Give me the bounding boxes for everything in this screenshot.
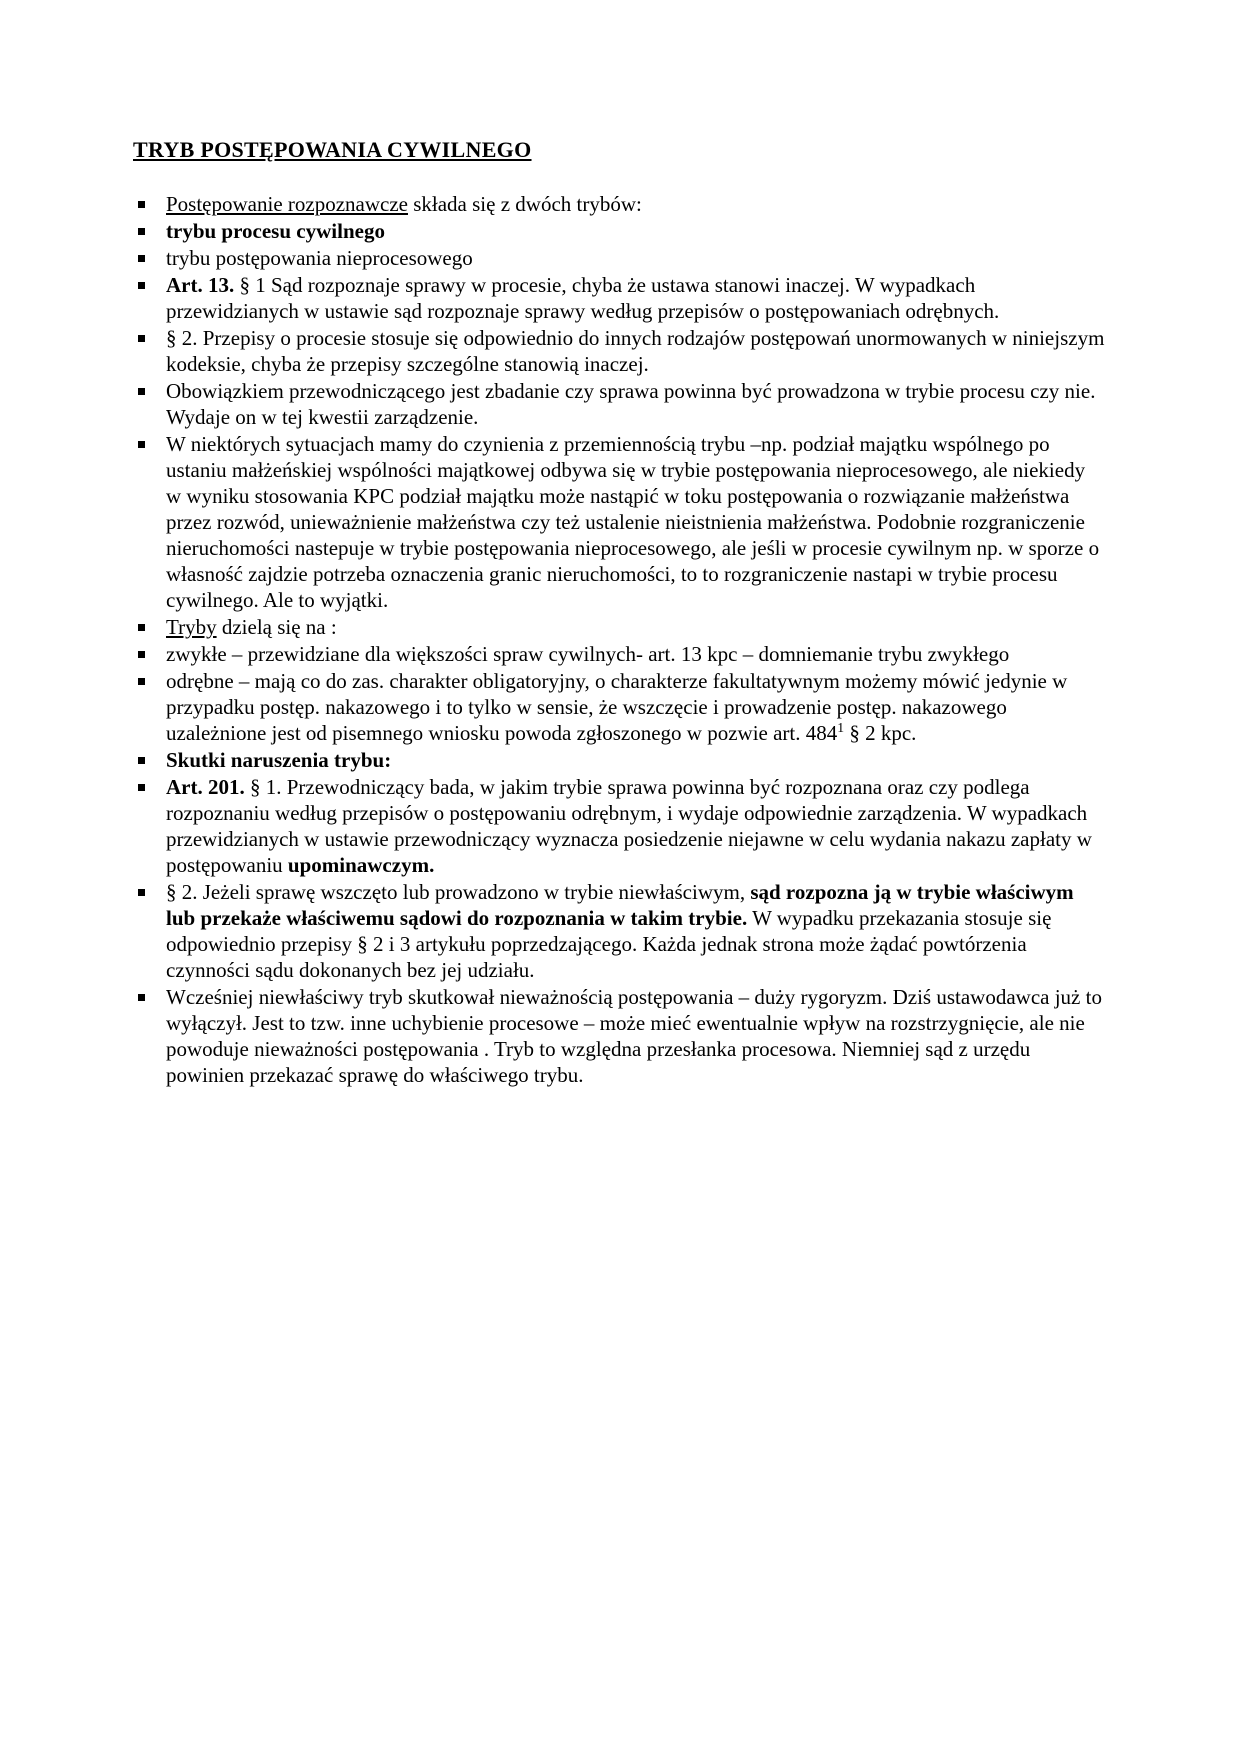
text-segment: trybu postępowania nieprocesowego xyxy=(166,246,473,270)
text-segment: Tryby xyxy=(166,615,217,639)
text-segment: Wcześniej niewłaściwy tryb skutkował nieważnością postępowania – duży rygoryzm. Dziś ustawodawca już to wyłączył. Jest to tzw. inne uchybienie procesowe – może mieć ewentualnie wpływ na rozstrzygnięcie, ale nie powoduje nieważności postępowania . Tryb to względna przesłanka procesowa. Niemniej sąd z urzędu powinien przekazać sprawę do właściwego trybu. xyxy=(166,985,1102,1087)
list-item xyxy=(133,378,1105,430)
text-segment: składa się z dwóch trybów: xyxy=(407,192,642,216)
text-segment: Obowiązkiem przewodniczącego jest zbadanie czy sprawa powinna być prowadzona w trybie procesu czy nie. Wydaje on w tej kwestii zarządzenie. xyxy=(166,379,1096,429)
list-item xyxy=(133,879,1105,983)
text-segment: Art. 201. xyxy=(166,775,245,799)
text-segment: § 2 kpc. xyxy=(844,721,917,745)
text-segment: W niektórych sytuacjach mamy do czynienia z przemiennością trybu –np. podział majątku wspólnego po ustaniu małżeńskiej wspólności majątkowej odbywa się w trybie postępowania nieprocesowego, ale niekiedy w wyniku stosowania KPC podział majątku może nastąpić w toku postępowania o rozwiązanie małżeństwa przez rozwód, unieważnienie małżeństwa czy też ustalenie nieistnienia małżeństwa. Podobnie rozgraniczenie nieruchomości nastepuje w trybie postępowania nieprocesowego, ale jeśli w procesie cywilnym np. w sporze o własność zajdzie potrzeba oznaczenia granic nieruchomości, to to rozgraniczenie nastapi w trybie procesu cywilnego. Ale to wyjątki. xyxy=(166,432,1100,612)
list-item xyxy=(133,218,1105,244)
text-segment: § 1. Przewodniczący bada, w jakim trybie sprawa powinna być rozpoznana oraz czy podlega rozpoznaniu według przepisów o postępowaniu odrębnym, i wydaje odpowiednie zarządzenia. W wypadkach przewidzianych w ustawie przewodniczący wyznacza posiedzenie niejawne w celu wydania nakazu zapłaty w postępowaniu xyxy=(166,775,1092,877)
text-segment: trybu procesu cywilnego xyxy=(166,219,385,243)
list-item xyxy=(133,431,1105,613)
text-segment: zwykłe – przewidziane dla większości spraw cywilnych- art. 13 kpc – domniemanie trybu zwykłego xyxy=(166,642,1010,666)
document-title: TRYB POSTĘPOWANIA CYWILNEGO xyxy=(133,137,532,162)
list-item xyxy=(133,641,1105,667)
list-item xyxy=(133,272,1105,324)
text-segment: upominawczym. xyxy=(287,853,435,877)
text-segment: § 1 Sąd rozpoznaje sprawy w procesie, chyba że ustawa stanowi inaczej. W wypadkach przewidzianych w ustawie sąd rozpoznaje sprawy według przepisów o postępowaniach odrębnych. xyxy=(166,273,1000,323)
text-segment: Skutki naruszenia trybu: xyxy=(166,748,392,772)
list-item xyxy=(133,774,1105,878)
text-segment: § 2. Jeżeli sprawę wszczęto lub prowadzono w trybie niewłaściwym, xyxy=(166,880,751,904)
text-segment: odrębne – mają co do zas. charakter obligatoryjny, o charakterze fakultatywnym możemy mówić jedynie w przypadku postęp. nakazowego i to tylko w sensie, że wszczęcie i prowadzenie postęp. nakazowego uzależnione jest od pisemnego wniosku powoda zgłoszonego w pozwie art. 484 xyxy=(166,669,1068,745)
text-segment: sąd rozpozna ją w trybie właściwym lub przekaże właściwemu sądowi do rozpoznania w takim trybie. xyxy=(166,880,1074,930)
text-segment: Art. 13. xyxy=(166,273,235,297)
list-item xyxy=(133,984,1105,1088)
list-item xyxy=(133,668,1105,746)
text-segment: Postępowanie rozpoznawcze xyxy=(166,192,408,216)
list-item xyxy=(133,325,1105,377)
list-item xyxy=(133,747,1105,773)
text-segment: W wypadku przekazania stosuje się odpowiednio przepisy § 2 i 3 artykułu poprzedzającego. Każda jednak strona może żądać powtórzenia czynności sądu dokonanych bez jej udziału. xyxy=(166,906,1052,982)
text-segment: 1 xyxy=(837,720,845,735)
bullet-list xyxy=(133,191,1105,1088)
list-item xyxy=(133,245,1105,271)
list-item xyxy=(133,191,1105,217)
list-item xyxy=(133,614,1105,640)
text-segment: § 2. Przepisy o procesie stosuje się odpowiednio do innych rodzajów postępowań unormowanych w niniejszym kodeksie, chyba że przepisy szczególne stanowią inaczej. xyxy=(166,326,1105,376)
text-segment: dzielą się na : xyxy=(216,615,337,639)
